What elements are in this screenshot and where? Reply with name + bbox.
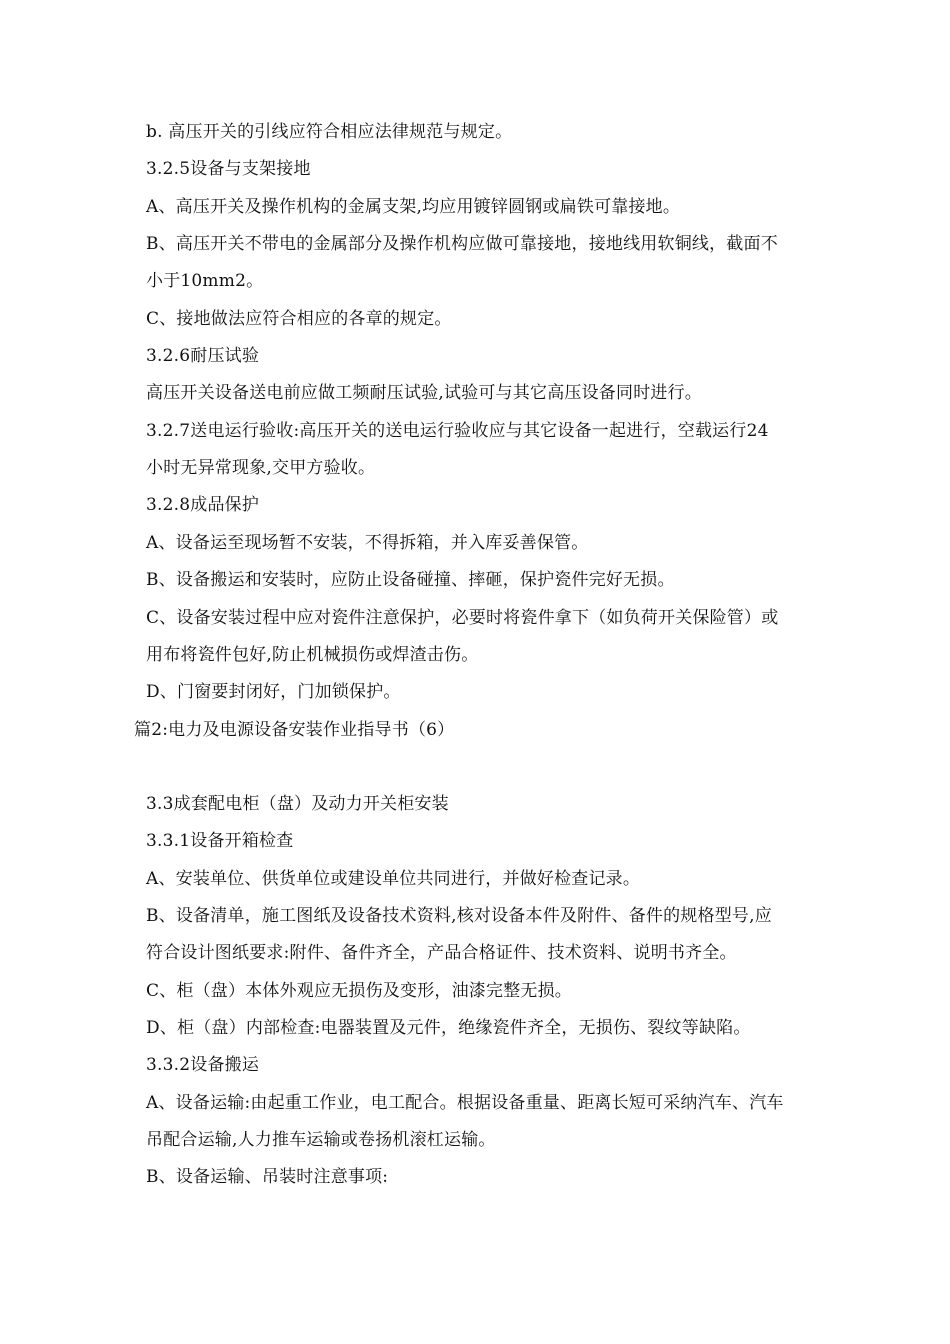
- text-line: D、柜（盘）内部检查:电器装置及元件，绝缘瓷件齐全，无损伤、裂纹等缺陷。: [146, 1018, 751, 1038]
- section-heading: 3.2.8成品保护: [146, 495, 260, 515]
- text-line: b. 高压开关的引线应符合相应法律规范与规定。: [146, 122, 513, 142]
- text-line: A、高压开关及操作机构的金属支架,均应用镀锌圆钢或扁铁可靠接地。: [146, 197, 681, 217]
- text-line: 用布将瓷件包好,防止机械损伤或焊渣击伤。: [146, 645, 479, 665]
- text-line: 小于10mm2。: [146, 271, 264, 291]
- text-line: C、设备安装过程中应对瓷件注意保护，必要时将瓷件拿下（如负荷开关保险管）或: [146, 608, 779, 628]
- text-line: A、设备运输:由起重工作业，电工配合。根据设备重量、距离长短可采纳汽车、汽车: [146, 1093, 784, 1113]
- text-line: C、柜（盘）本体外观应无损伤及变形，油漆完整无损。: [146, 981, 573, 1001]
- text-line: 高压开关设备送电前应做工频耐压试验,试验可与其它高压设备同时进行。: [146, 383, 703, 403]
- article-title: 篇2:电力及电源设备安装作业指导书（6）: [134, 720, 455, 740]
- text-line: A、安装单位、供货单位或建设单位共同进行，并做好检查记录。: [146, 869, 641, 889]
- section-heading: 3.3.2设备搬运: [146, 1055, 260, 1075]
- section-heading: 3.3.1设备开箱检查: [146, 831, 294, 851]
- text-line: B、设备搬运和安装时，应防止设备碰撞、摔砸，保护瓷件完好无损。: [146, 570, 675, 590]
- section-heading: 3.2.5设备与支架接地: [146, 159, 311, 179]
- text-line: B、设备运输、吊装时注意事项:: [146, 1167, 389, 1187]
- text-line: 3.2.7送电运行验收:高压开关的送电运行验收应与其它设备一起进行，空载运行24: [146, 421, 769, 441]
- text-line: 吊配合运输,人力推车运输或卷扬机滚杠运输。: [146, 1130, 496, 1150]
- text-line: B、设备清单，施工图纸及设备技术资料,核对设备本件及附件、备件的规格型号,应: [146, 906, 772, 926]
- text-line: 符合设计图纸要求:附件、备件齐全，产品合格证件、技术资料、说明书齐全。: [146, 943, 737, 963]
- text-line: B、高压开关不带电的金属部分及操作机构应做可靠接地，接地线用软铜线，截面不: [146, 234, 778, 254]
- section-heading: 3.2.6耐压试验: [146, 346, 260, 366]
- text-line: C、接地做法应符合相应的各章的规定。: [146, 309, 452, 329]
- section-heading: 3.3成套配电柜（盘）及动力开关柜安装: [146, 794, 449, 814]
- text-line: 小时无异常现象,交甲方验收。: [146, 458, 376, 478]
- text-line: D、门窗要封闭好，门加锁保护。: [146, 682, 401, 702]
- text-line: A、设备运至现场暂不安装，不得拆箱，并入库妥善保管。: [146, 533, 589, 553]
